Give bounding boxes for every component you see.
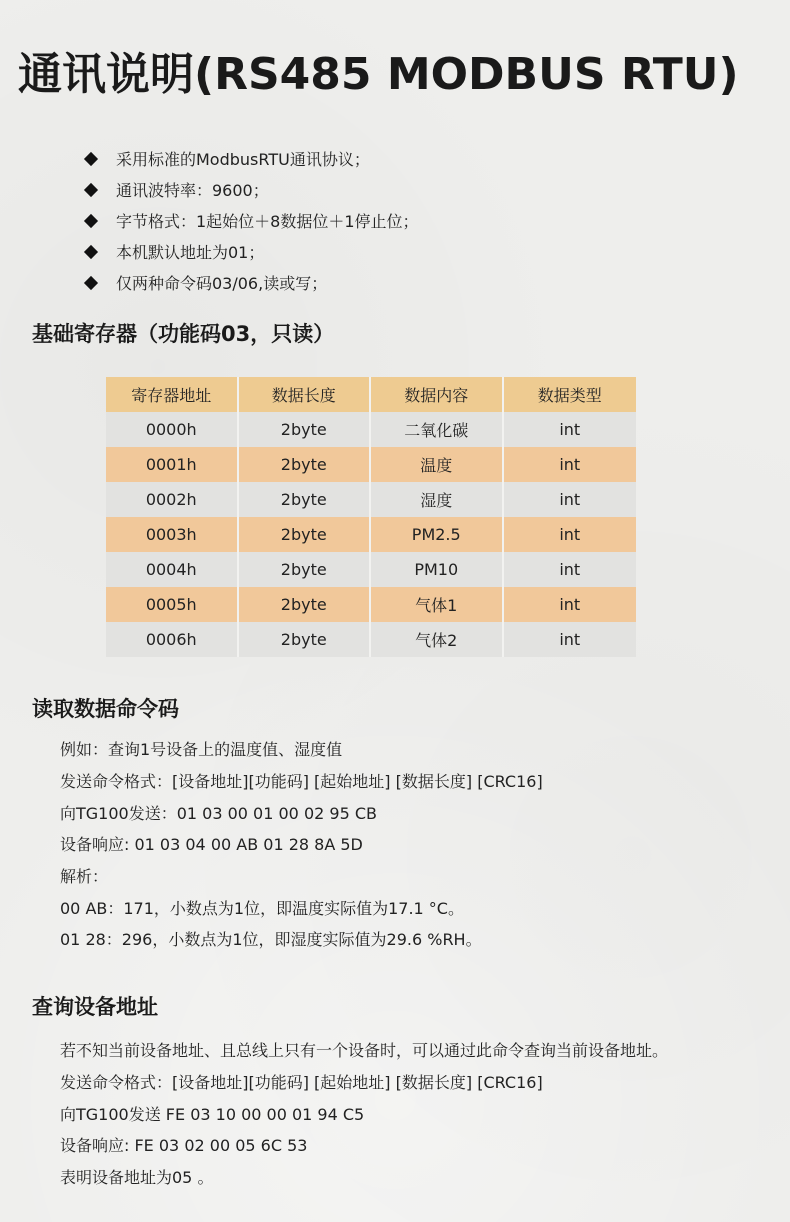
table-row [106,412,636,447]
table-row [106,552,636,587]
table-row [106,587,636,622]
table-cell: int [504,587,637,622]
table-cell: 气体1 [371,587,504,622]
table-cell: 2byte [239,587,372,622]
text-line: 例如：查询1号设备上的温度值、湿度值 [60,740,343,760]
table-cell: 0000h [106,412,239,447]
table-cell: 0001h [106,447,239,482]
diamond-bullet-icon [84,213,98,227]
column-header: 数据类型 [504,377,637,412]
table-cell: 0005h [106,587,239,622]
table-cell: 2byte [239,482,372,517]
table-row [106,622,636,657]
bullet-item [84,205,419,236]
column-header: 数据长度 [239,377,372,412]
diamond-bullet-icon [84,275,98,289]
table-cell: int [504,412,637,447]
bullet-item [84,174,419,205]
column-header: 寄存器地址 [106,377,239,412]
table-cell: int [504,552,637,587]
table-cell: 2byte [239,517,372,552]
table-cell: 2byte [239,622,372,657]
column-header: 数据内容 [371,377,504,412]
protocol-bullet-list [84,143,419,298]
table-header-row [106,377,636,412]
text-line: 解析： [60,867,109,887]
bullet-item [84,267,419,298]
bullet-text: 通讯波特率：9600； [116,181,269,200]
table-cell: int [504,447,637,482]
page-title: 通讯说明(RS485 MODBUS RTU) [18,49,739,100]
diamond-bullet-icon [84,182,98,196]
text-line: 表明设备地址为05 。 [60,1168,214,1188]
text-line: 发送命令格式：[设备地址][功能码] [起始地址] [数据长度] [CRC16] [60,1073,543,1093]
table-cell: 湿度 [371,482,504,517]
text-line: 01 28：296，小数点为1位，即湿度实际值为29.6 %RH。 [60,930,482,950]
bullet-text: 字节格式：1起始位＋8数据位＋1停止位； [116,212,419,231]
table-cell: 0004h [106,552,239,587]
query-address-text [60,1034,668,1192]
table-cell: 二氧化碳 [371,412,504,447]
table-cell: int [504,517,637,552]
text-line: 设备响应: 01 03 04 00 AB 01 28 8A 5D [60,835,363,855]
text-line: 设备响应: FE 03 02 00 05 6C 53 [60,1136,308,1156]
read-command-text [60,733,543,955]
table-cell: 2byte [239,412,372,447]
table-cell: 0006h [106,622,239,657]
table-cell: 气体2 [371,622,504,657]
registers-section-title: 基础寄存器（功能码03，只读） [32,322,335,346]
bullet-text: 仅两种命令码03/06,读或写； [116,274,328,293]
diamond-bullet-icon [84,151,98,165]
bullet-text: 本机默认地址为01； [116,243,265,262]
table-row [106,447,636,482]
table-cell: 0003h [106,517,239,552]
text-line: 若不知当前设备地址、且总线上只有一个设备时，可以通过此命令查询当前设备地址。 [60,1041,669,1061]
table-row [106,517,636,552]
register-table [106,377,636,657]
table-cell: int [504,482,637,517]
table-cell: PM10 [371,552,504,587]
text-line: 向TG100发送：01 03 00 01 00 02 95 CB [60,803,377,823]
query-address-section-title: 查询设备地址 [32,995,158,1019]
diamond-bullet-icon [84,244,98,258]
table-cell: PM2.5 [371,517,504,552]
table-cell: 2byte [239,552,372,587]
bullet-item [84,236,419,267]
read-command-section-title: 读取数据命令码 [32,697,179,721]
text-line: 发送命令格式：[设备地址][功能码] [起始地址] [数据长度] [CRC16] [60,772,543,792]
bullet-item [84,143,419,174]
text-line: 向TG100发送 FE 03 10 00 00 01 94 C5 [60,1104,365,1124]
table-cell: 0002h [106,482,239,517]
bullet-text: 采用标准的ModbusRTU通讯协议； [116,150,370,169]
text-line: 00 AB：171，小数点为1位，即温度实际值为17.1 °C。 [60,898,464,918]
table-row [106,482,636,517]
table-cell: int [504,622,637,657]
table-cell: 温度 [371,447,504,482]
table-cell: 2byte [239,447,372,482]
